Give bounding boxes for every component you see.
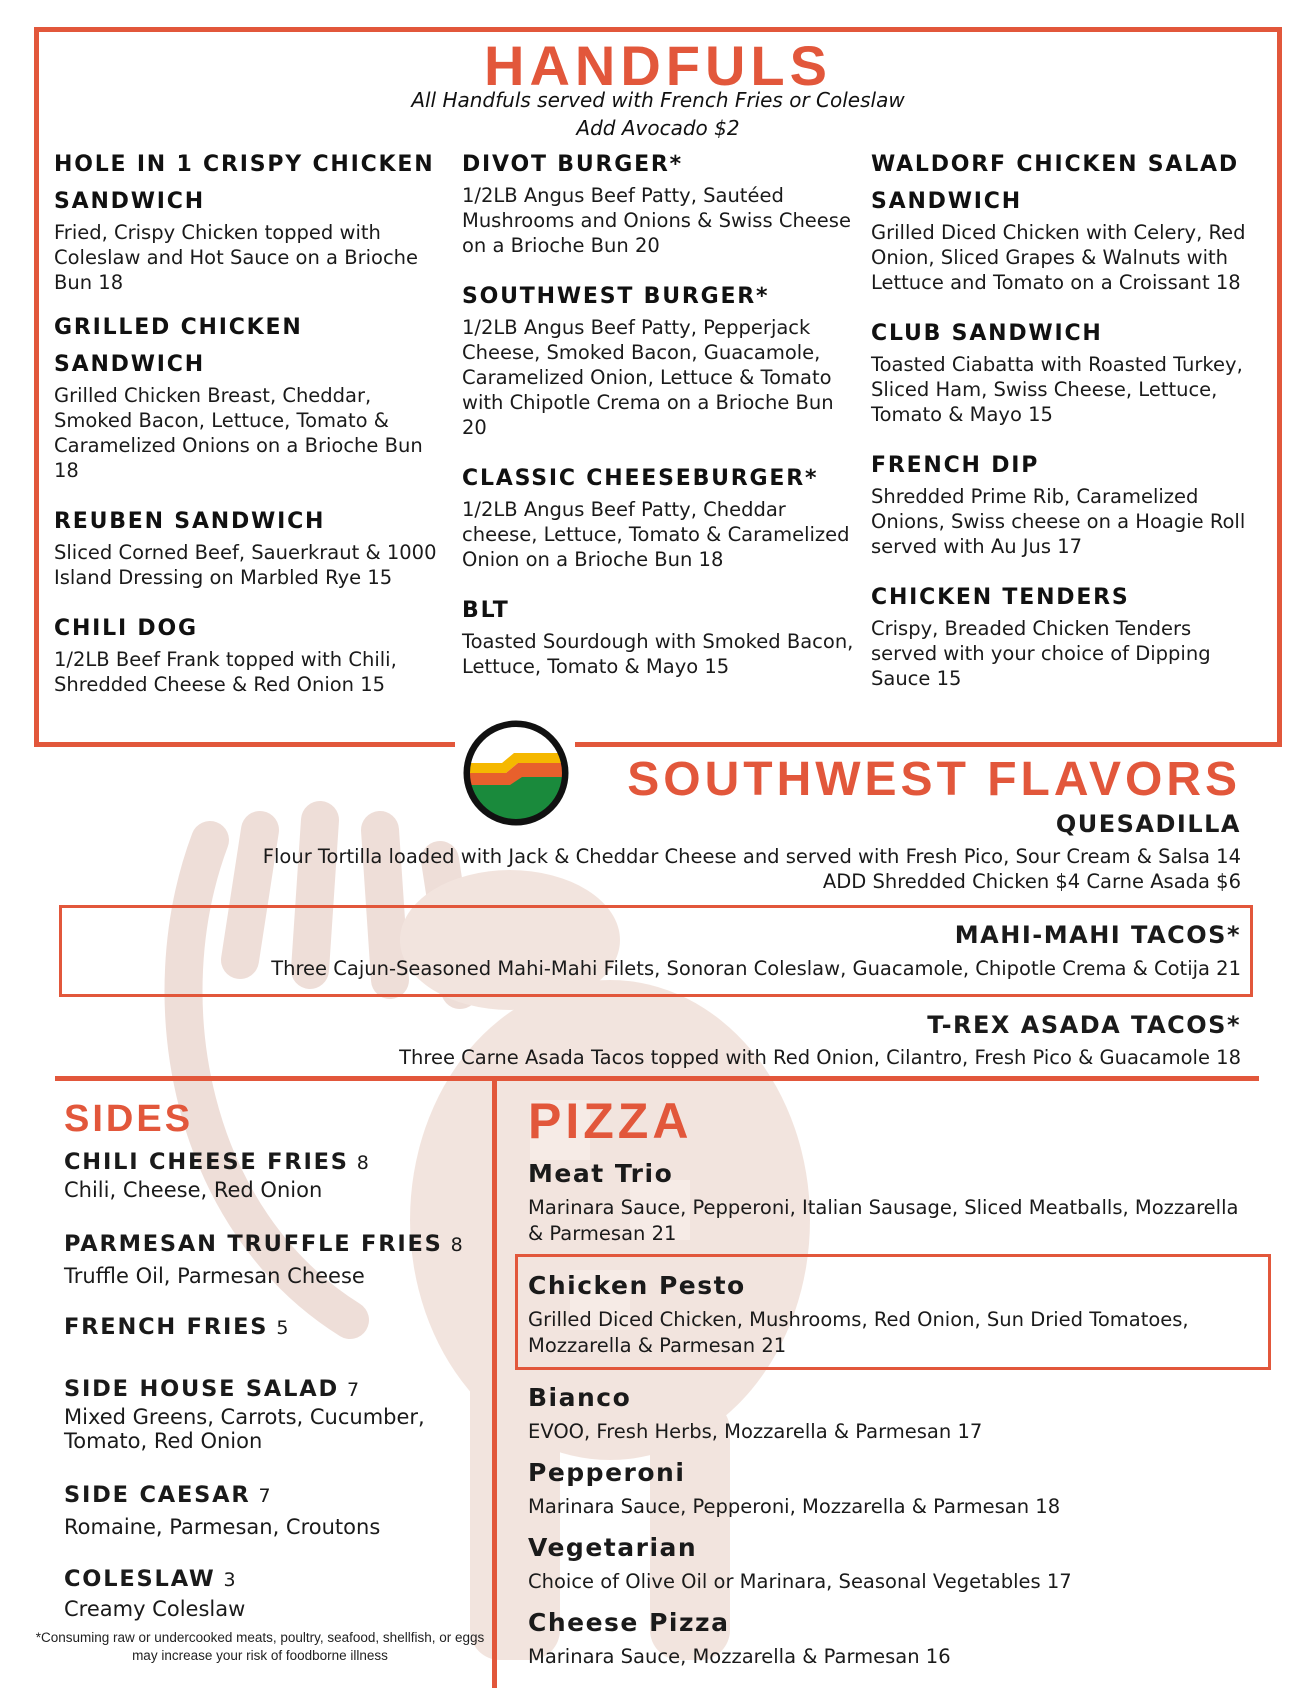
handfuls-column-3 xyxy=(871,146,1256,711)
side-desc: Chili, Cheese, Red Onion xyxy=(64,1178,323,1202)
item-desc: Shredded Prime Rib, Caramelized Onions, Swiss cheese on a Hoagie Roll served with Au Jus 17 xyxy=(871,485,1246,558)
menu-item xyxy=(462,146,854,258)
side-item xyxy=(64,1312,484,1343)
item-desc: Crispy, Breaded Chicken Tenders served with your choice of Dipping Sauce 15 xyxy=(871,617,1211,690)
menu-item xyxy=(54,610,449,697)
pizza-item xyxy=(528,1456,1248,1520)
southwest-title: SOUTHWEST FLAVORS xyxy=(627,753,1241,806)
trex-tacos-name: T-REX ASADA TACOS* xyxy=(927,1011,1241,1039)
side-price: 3 xyxy=(223,1569,236,1591)
item-desc: Sliced Corned Beef, Sauerkraut & 1000 Island Dressing on Marbled Rye 15 xyxy=(54,541,437,589)
side-item xyxy=(64,1480,484,1539)
item-name: CHILI DOG xyxy=(54,616,198,641)
side-desc: Truffle Oil, Parmesan Cheese xyxy=(64,1264,365,1288)
side-price: 8 xyxy=(356,1152,369,1174)
menu-item xyxy=(462,278,854,440)
pizza-name: Chicken Pesto xyxy=(528,1271,746,1300)
side-item xyxy=(64,1229,484,1288)
menu-item xyxy=(54,146,449,295)
mahi-tacos-name: MAHI-MAHI TACOS* xyxy=(954,921,1241,949)
item-name: BLT xyxy=(462,598,510,623)
handfuls-subtitle-sides: All Handfuls served with French Fries or Coleslaw xyxy=(411,88,905,112)
quesadilla-add: ADD Shredded Chicken $4 Carne Asada $6 xyxy=(822,870,1241,893)
item-name: WALDORF CHICKEN SALAD SANDWICH xyxy=(871,152,1239,214)
item-name: CHICKEN TENDERS xyxy=(871,585,1130,610)
side-name: CHILI CHEESE FRIES 8 xyxy=(64,1149,369,1175)
menu-item xyxy=(462,460,854,572)
quesadilla-desc: Flour Tortilla loaded with Jack & Cheddar Cheese and served with Fresh Pico, Sour Cream & Salsa 14 xyxy=(262,845,1241,868)
item-name: GRILLED CHICKEN SANDWICH xyxy=(54,315,303,377)
menu-item xyxy=(871,315,1256,427)
pizza-name: Meat Trio xyxy=(528,1159,674,1188)
item-name: FRENCH DIP xyxy=(871,453,1040,478)
pizza-name: Vegetarian xyxy=(528,1533,698,1562)
item-desc: 1/2LB Angus Beef Patty, Pepperjack Cheese, Smoked Bacon, Guacamole, Caramelized Onion, Lettuce & Tomato with Chipotle Crema on a Brioche Bun 20 xyxy=(462,316,834,439)
side-item xyxy=(64,1147,484,1202)
item-name: SOUTHWEST BURGER* xyxy=(462,284,770,309)
pizza-name: Pepperoni xyxy=(528,1458,686,1487)
side-price: 7 xyxy=(346,1379,360,1401)
food-safety-disclaimer: *Consuming raw or undercooked meats, poultry, seafood, shellfish, or eggs may increase your risk of foodborne illness xyxy=(35,1630,485,1663)
item-desc: Grilled Diced Chicken with Celery, Red Onion, Sliced Grapes & Walnuts with Lettuce and Tomato on a Croissant 18 xyxy=(871,221,1246,294)
pizza-item xyxy=(528,1269,1248,1359)
handfuls-column-2 xyxy=(462,146,854,699)
pizza-desc: Grilled Diced Chicken, Mushrooms, Red Onion, Sun Dried Tomatoes, Mozzarella & Parmesan 21 xyxy=(528,1308,1189,1357)
side-name: SIDE HOUSE SALAD 7 xyxy=(64,1376,360,1402)
pizza-item xyxy=(528,1381,1248,1445)
menu-item xyxy=(462,592,854,679)
side-price: 7 xyxy=(258,1485,271,1507)
side-name: COLESLAW 3 xyxy=(64,1566,236,1592)
menu-item xyxy=(54,309,449,483)
side-price: 8 xyxy=(450,1234,463,1256)
side-desc: Mixed Greens, Carrots, Cucumber, Tomato, Red Onion xyxy=(64,1405,425,1453)
pizza-desc: EVOO, Fresh Herbs, Mozzarella & Parmesan 17 xyxy=(528,1420,983,1443)
side-name: PARMESAN TRUFFLE FRIES 8 xyxy=(64,1231,463,1257)
side-desc: Creamy Coleslaw xyxy=(64,1597,246,1621)
section-divider xyxy=(55,1076,1259,1081)
item-desc: 1/2LB Angus Beef Patty, Cheddar cheese, Lettuce, Tomato & Caramelized Onion on a Brioche Bun 18 xyxy=(462,498,850,571)
item-desc: Toasted Sourdough with Smoked Bacon, Lettuce, Tomato & Mayo 15 xyxy=(462,630,854,678)
trex-tacos-desc: Three Carne Asada Tacos topped with Red Onion, Cilantro, Fresh Pico & Guacamole 18 xyxy=(399,1046,1241,1069)
handfuls-title: HANDFULS xyxy=(484,34,832,97)
menu-item xyxy=(871,447,1256,559)
pizza-item xyxy=(528,1531,1248,1595)
menu-item xyxy=(871,579,1256,691)
pizza-desc: Marinara Sauce, Pepperoni, Mozzarella & Parmesan 18 xyxy=(528,1495,1061,1518)
item-desc: 1/2LB Beef Frank topped with Chili, Shredded Cheese & Red Onion 15 xyxy=(54,648,397,696)
pizza-item xyxy=(528,1157,1248,1247)
item-desc: Grilled Chicken Breast, Cheddar, Smoked Bacon, Lettuce, Tomato & Caramelized Onions on a Brioche Bun 18 xyxy=(54,384,423,482)
pizza-title: PIZZA xyxy=(528,1093,693,1149)
item-name: REUBEN SANDWICH xyxy=(54,509,326,534)
sides-title: SIDES xyxy=(64,1098,194,1140)
side-name: SIDE CAESAR 7 xyxy=(64,1482,271,1508)
menu-item xyxy=(54,503,449,590)
handfuls-column-1 xyxy=(54,146,449,717)
pizza-desc: Marinara Sauce, Mozzarella & Parmesan 16 xyxy=(528,1645,951,1668)
column-divider xyxy=(492,1081,497,1688)
item-name: HOLE IN 1 CRISPY CHICKEN SANDWICH xyxy=(54,152,435,214)
pizza-name: Bianco xyxy=(528,1383,632,1412)
item-desc: Fried, Crispy Chicken topped with Coleslaw and Hot Sauce on a Brioche Bun 18 xyxy=(54,221,419,294)
pizza-item xyxy=(528,1606,1248,1670)
side-price: 5 xyxy=(276,1317,289,1339)
pizza-desc: Marinara Sauce, Pepperoni, Italian Sausage, Sliced Meatballs, Mozzarella & Parmesan 21 xyxy=(528,1196,1239,1245)
pizza-desc: Choice of Olive Oil or Marinara, Seasonal Vegetables 17 xyxy=(528,1570,1072,1593)
side-item xyxy=(64,1564,484,1621)
side-item xyxy=(64,1374,484,1453)
item-name: CLASSIC CHEESEBURGER* xyxy=(462,466,819,491)
side-desc: Romaine, Parmesan, Croutons xyxy=(64,1515,381,1539)
golf-course-sunset-logo-icon xyxy=(462,719,570,827)
menu-item xyxy=(871,146,1256,295)
handfuls-section xyxy=(34,27,1282,747)
item-desc: Toasted Ciabatta with Roasted Turkey, Sliced Ham, Swiss Cheese, Lettuce, Tomato & Mayo 15 xyxy=(871,353,1243,426)
quesadilla-name: QUESADILLA xyxy=(1055,810,1241,838)
side-name: FRENCH FRIES 5 xyxy=(64,1314,289,1340)
item-desc: 1/2LB Angus Beef Patty, Sautéed Mushrooms and Onions & Swiss Cheese on a Brioche Bun 20 xyxy=(462,184,851,257)
item-name: CLUB SANDWICH xyxy=(871,321,1103,346)
pizza-name: Cheese Pizza xyxy=(528,1608,730,1637)
mahi-tacos-desc: Three Cajun-Seasoned Mahi-Mahi Filets, Sonoran Coleslaw, Guacamole, Chipotle Crema & Cotija 21 xyxy=(271,957,1241,980)
handfuls-subtitle-avocado: Add Avocado $2 xyxy=(576,116,740,140)
mahi-tacos-highlight xyxy=(59,905,1253,997)
item-name: DIVOT BURGER* xyxy=(462,152,683,177)
